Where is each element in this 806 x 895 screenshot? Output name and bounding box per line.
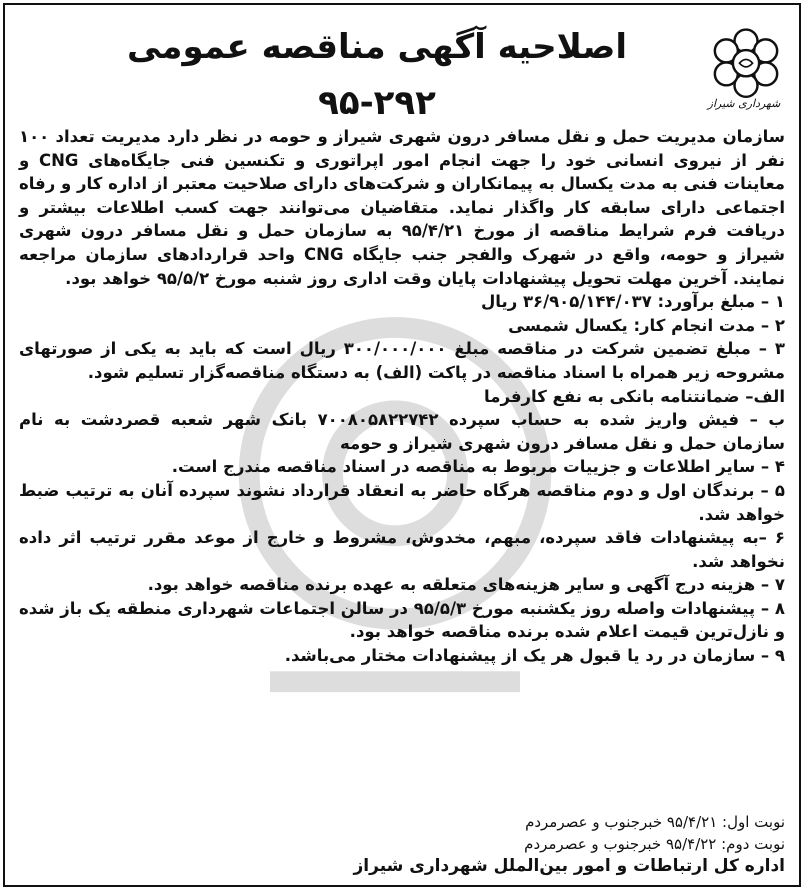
signature: اداره کل ارتباطات و امور بین‌الملل شهرداری شیراز (353, 856, 785, 876)
shiraz-municipality-logo (705, 19, 787, 109)
intro-paragraph: سازمان مدیریت حمل و نقل مسافر درون شهری شیراز و حومه در نظر دارد مدیریت تعداد ۱۰۰ نفر از نیروی انسانی خود را جهت انجام امور اپراتوری و تکنسین فنی جایگاه‌های CNG و معاینات فنی به مدت یکسال به پیمانکاران و شرکت‌های دارای صلاحیت معتبر از اداره کار و رفاه اجتماعی دارای سابقه کار واگذار نماید. متقاضیان می‌توانند جهت کسب اطلاعات بیشتر و دریافت فرم شرایط مناقصه از مورخ ۹۵/۴/۲۱ به سازمان حمل و نقل مسافر درون شهری شیراز و حومه، واقع در شهرک والفجر جنب جایگاه CNG واحد قراردادهای سازمان مراجعه نمایند. آخرین مهلت تحویل پیشنهادات پایان وقت اداری روز شنبه مورخ ۹۵/۵/۲ خواهد بود. (19, 127, 785, 288)
item-7: ۷ – هزینه درج آگهی و سایر هزینه‌های متعلقه به عهده برنده مناقصه خواهد بود. (147, 575, 785, 595)
logo-caption: شهرداری شیراز (707, 97, 781, 110)
item-2: ۲ – مدت انجام کار: یکسال شمسی (508, 315, 785, 335)
notice-number: ۹۵-۲۹۲ (318, 83, 436, 123)
notice-page (3, 3, 801, 887)
item-1: ۱ – مبلغ برآورد: ۳۶/۹۰۵/۱۴۴/۰۳۷ ریال (480, 292, 785, 312)
first-publication: نوبت اول: ۹۵/۴/۲۱ خبرجنوب و عصرمردم (525, 813, 785, 831)
item-4: ۴ – سایر اطلاعات و جزییات مربوط به مناقصه در اسناد مناقصه مندرج است. (171, 457, 785, 477)
item-3a: الف– ضمانتنامه بانکی به نفع کارفرما (484, 386, 785, 406)
notice-body (19, 125, 785, 668)
item-6: ۶ –به پیشنهادات فاقد سپرده، مبهم، مخدوش، مشروط و خارج از موعد مقرر ترتیب اثر داده نخواهد شد. (19, 528, 785, 571)
item-8: ۸ – پیشنهادات واصله روز یکشنبه مورخ ۹۵/۵/۳ در سالن اجتماعات شهرداری منطقه یک باز شده و نازل‌ترین قیمت اعلام شده برنده مناقصه خواهد بود. (19, 598, 785, 642)
item-9: ۹ – سازمان در رد یا قبول هر یک از پیشنهادات مختار می‌باشد. (284, 646, 785, 666)
item-3: ۳ – مبلغ تضمین شرکت در مناقصه مبلغ ۳۰۰/۰۰۰/۰۰۰ ریال است که باید به یکی از صورتهای مشروحه زیر همراه با اسناد مناقصه در پاکت (الف) به دستگاه مناقصه‌گزار تسلیم شود. (19, 339, 785, 382)
second-publication: نوبت دوم: ۹۵/۴/۲۲ خبرجنوب و عصرمردم (524, 835, 785, 853)
item-3b: ب – فیش واریز شده به حساب سپرده ۷۰۰۸۰۵۸۲۲۷۴۲ بانک شهر شعبه قصردشت به نام سازمان حمل و نقل مسافر درون شهری شیراز و حومه (19, 410, 785, 453)
notice-title: اصلاحیه آگهی مناقصه عمومی (127, 27, 627, 67)
item-5: ۵ – برندگان اول و دوم مناقصه هرگاه حاضر به انعقاد قرارداد نشوند سپرده آنان به ترتیب ضبط خواهد شد. (19, 480, 785, 524)
publication-dates (19, 811, 785, 855)
